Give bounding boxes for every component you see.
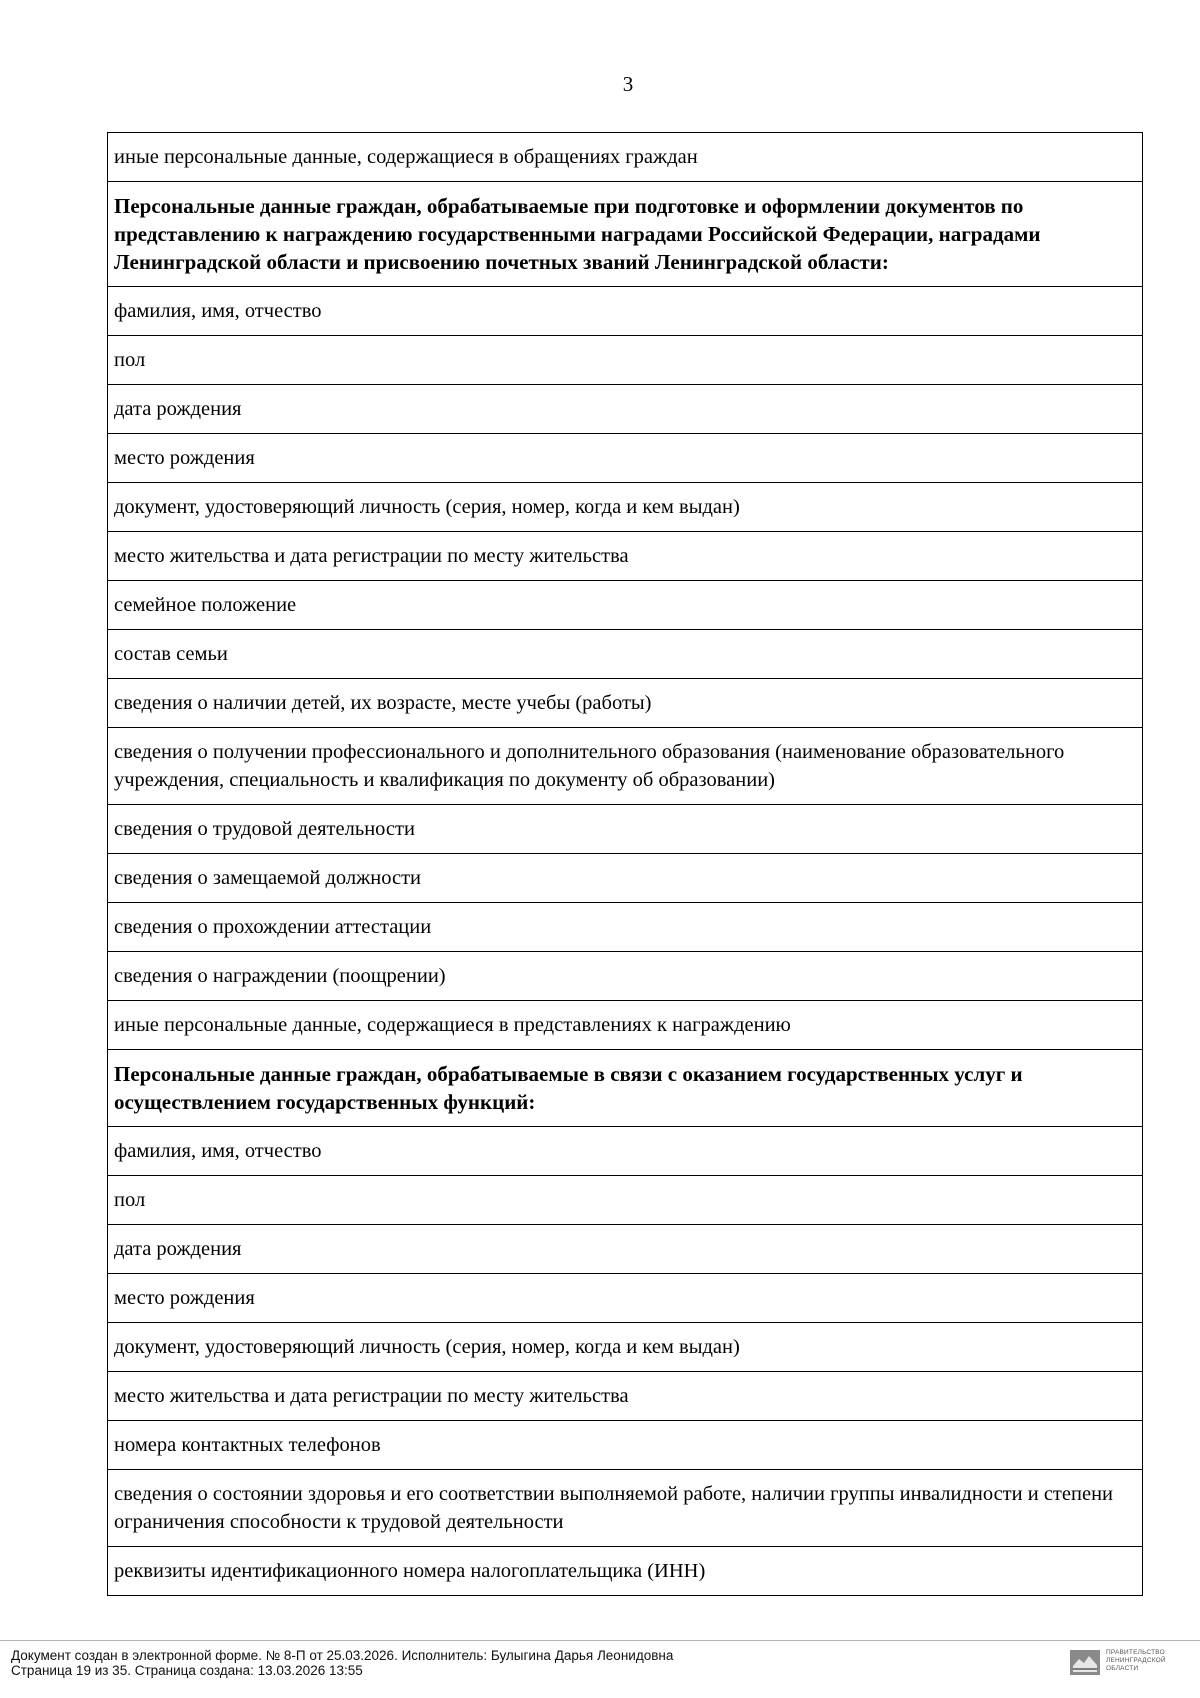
table-cell: дата рождения [108,1225,1143,1274]
table-cell: иные персональные данные, содержащиеся в обращениях граждан [108,133,1143,182]
government-label-line: ЛЕНИНГРАДСКОЙ [1106,1657,1166,1664]
footer-document-info: Документ создан в электронной форме. № 8-П от 25.03.2026. Исполнитель: Булыгина Дарья Леонидовна [11,1648,674,1663]
table-row [108,1127,1143,1176]
table-cell: сведения о трудовой деятельности [108,805,1143,854]
table-cell: сведения о замещаемой должности [108,854,1143,903]
table-cell: сведения о получении профессионального и дополнительного образования (наименование образовательного учреждения, специальность и квалификация по документу об образовании) [108,728,1143,805]
footer-page-info: Страница 19 из 35. Страница создана: 13.03.2026 13:55 [11,1663,363,1678]
table-row [108,1470,1143,1547]
page-number: 3 [622,72,634,96]
table-cell: документ, удостоверяющий личность (серия, номер, когда и кем выдан) [108,1323,1143,1372]
table-row [108,1421,1143,1470]
table-cell: фамилия, имя, отчество [108,1127,1143,1176]
table-cell: сведения о наличии детей, их возрасте, месте учебы (работы) [108,679,1143,728]
government-label-line: ПРАВИТЕЛЬСТВО [1106,1649,1165,1656]
table-row [108,903,1143,952]
document-footer [11,1648,673,1678]
table-row [108,630,1143,679]
table-row [108,581,1143,630]
table-cell: иные персональные данные, содержащиеся в представлениях к награждению [108,1001,1143,1050]
table-cell: состав семьи [108,630,1143,679]
government-label-line: ОБЛАСТИ [1106,1665,1139,1672]
table-row [108,728,1143,805]
table-row [108,1547,1143,1596]
table-row [108,1274,1143,1323]
table-cell: пол [108,1176,1143,1225]
footer-divider [0,1640,1200,1641]
table-row [108,133,1143,182]
table-cell: место жительства и дата регистрации по месту жительства [108,1372,1143,1421]
table-row [108,679,1143,728]
section-heading-row [108,1050,1143,1127]
table-cell: сведения о награждении (поощрении) [108,952,1143,1001]
section-heading-row [108,182,1143,287]
table-cell: сведения о прохождении аттестации [108,903,1143,952]
table-cell: сведения о состоянии здоровья и его соответствии выполняемой работе, наличии группы инвалидности и степени ограничения способности к трудовой деятельности [108,1470,1143,1547]
table-row [108,336,1143,385]
table-cell: дата рождения [108,385,1143,434]
table-cell: номера контактных телефонов [108,1421,1143,1470]
table-cell: документ, удостоверяющий личность (серия, номер, когда и кем выдан) [108,483,1143,532]
table-row [108,434,1143,483]
table-cell: место жительства и дата регистрации по месту жительства [108,532,1143,581]
table-row [108,287,1143,336]
government-label [1106,1649,1166,1673]
table-row [108,805,1143,854]
table-cell: реквизиты идентификационного номера налогоплательщика (ИНН) [108,1547,1143,1596]
table-row [108,1225,1143,1274]
government-emblem-icon [1070,1650,1100,1675]
table-row [108,483,1143,532]
table-cell: фамилия, имя, отчество [108,287,1143,336]
section-heading: Персональные данные граждан, обрабатываемые в связи с оказанием государственных услуг и осуществлением государственных функций: [108,1050,1143,1127]
table-cell: место рождения [108,1274,1143,1323]
table-row [108,952,1143,1001]
table-row [108,1176,1143,1225]
personal-data-table [107,132,1143,1596]
table-row [108,1323,1143,1372]
table-row [108,1372,1143,1421]
table-row [108,532,1143,581]
table-cell: семейное положение [108,581,1143,630]
section-heading: Персональные данные граждан, обрабатываемые при подготовке и оформлении документов по представлению к награждению государственными наградами Российской Федерации, наградами Ленинградской области и присвоению почетных званий Ленинградской области: [108,182,1143,287]
table-cell: место рождения [108,434,1143,483]
table-row [108,385,1143,434]
table-cell: пол [108,336,1143,385]
table-row [108,854,1143,903]
table-row [108,1001,1143,1050]
